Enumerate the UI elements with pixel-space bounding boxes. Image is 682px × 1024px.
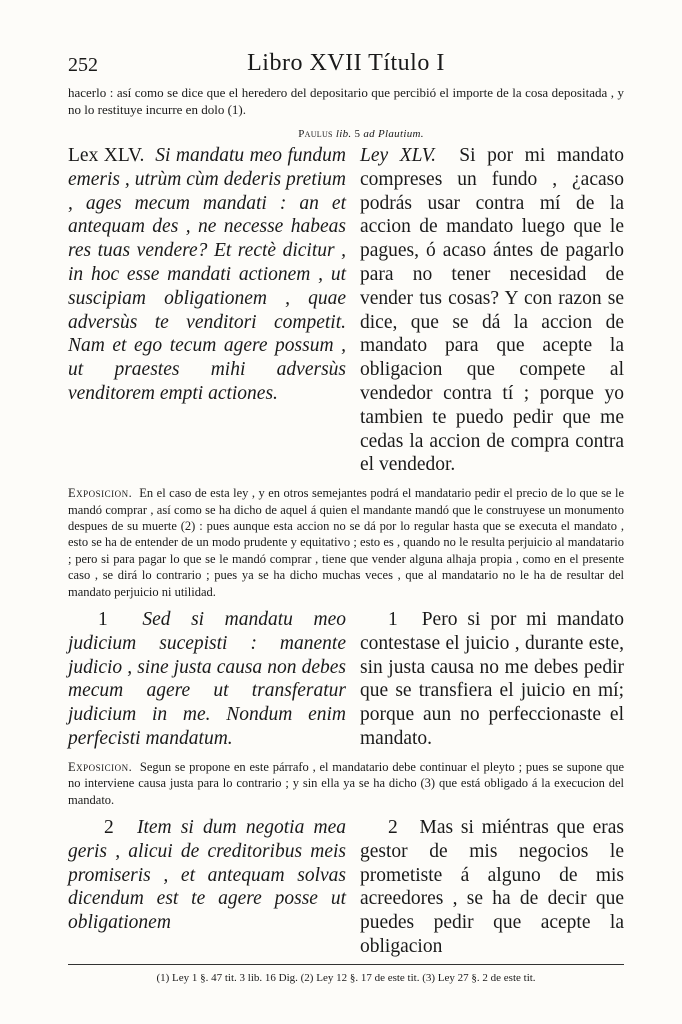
exposition-2-text: Segun se propone en este párrafo , el mandatario debe continuar el pleyto ; pues se supone que no interviene causa justa para lo contrario ; y sin ella ya se ha dicho (3) que está obligado á la execucion del mandato. xyxy=(68,759,625,807)
exposition-2 xyxy=(68,759,624,808)
section-2-number-es: 2 xyxy=(388,817,398,838)
source-num: 5 xyxy=(354,128,361,140)
lex45-latin xyxy=(68,144,346,477)
lex45-latin-text: Si mandatu meo fundum emeris , utrùm cùm dederis pretium , ages mecum mandati : an et antequam des , ne necesse habeas res tuas vendere? Et rectè dicitur , in hoc esse mandati actionem , ut suscipiam obligationem , quae adversùs te venditori competit. Nam et ego tecum agere possum , ut praestes mihi adversùs venditorem empti actiones. xyxy=(68,145,346,404)
section-1-number-es: 1 xyxy=(388,609,398,630)
section-2-latin xyxy=(68,816,346,959)
section-2-latin-text: Item si dum negotia mea geris , alicui de creditoribus meis promiseris , et antequam solvas dicendum est te agere posse ut obligationem xyxy=(68,817,347,934)
source-lib: lib. xyxy=(335,128,352,140)
exposition-1-text: En el caso de esta ley , y en otros semejantes podrá el mandatario pedir el precio de lo que se le mandó comprar , así como se ha dicho de aquel á quien el mandante mandó que le construyese un monumento despues de su muerte (2) : pues aunque esta accion no se dá por lo regular hasta que se executa el mandato , esto se ha de entender de un modo prudente y equitativo ; esto es , quando no le resulta perjuicio al mandatario ; pero si para pagar lo que se le mandó comprar , tiene que vender alguna alhaja propia , como en el presente caso , se dirá lo contrario ; pues ya se ha dicho muchas veces , que al mandatario no le ha de resultar del mandato perjuicio ni utilidad. xyxy=(68,486,625,599)
section-1-spanish xyxy=(360,608,624,751)
section-1-latin xyxy=(68,608,346,751)
section-2-spanish xyxy=(360,816,624,959)
section-2-spanish-text: Mas si miéntras que eras gestor de mis negocios le prometiste á alguno de mis acreedores , se ha de decir que puedes pedir que acepte la obligacion xyxy=(360,817,624,957)
lex45-spanish-label: Ley XLV. xyxy=(360,145,437,166)
footnote-divider xyxy=(68,964,624,965)
lex45-latin-label: Lex XLV. xyxy=(68,145,145,166)
exposition-1 xyxy=(68,485,624,600)
intro-paragraph: hacerlo : así como se dice que el heredero del depositario que percibió el importe de la cosa depositada , y no lo restituye incurre en dolo (1). xyxy=(68,85,624,117)
section-1-number: 1 xyxy=(98,609,108,630)
section-2-number: 2 xyxy=(104,817,114,838)
page-number: 252 xyxy=(68,54,98,76)
page-header xyxy=(68,48,624,84)
lex45-spanish-text: Si por mi mandato compreses un fundo , ¿acaso podrás usar contra mí de la accion de mandato luego que le pagues, ó acaso ántes de pagarlo para no tener necesidad de vender tus cosas? Y con razon se dice, que se dá la accion de mandato para que acepte la obligacion que compete al vendedor contra tí ; porque yo tambien te puedo pedir que me cedas la accion de compra contra el vendedor. xyxy=(360,145,625,476)
exposition-1-label: Exposicion. xyxy=(68,486,133,501)
lex45-spanish xyxy=(360,144,624,477)
lex45-columns xyxy=(68,144,624,477)
source-author: Paulus xyxy=(298,128,333,140)
section-1-latin-text: Sed si mandatu meo judicium sucepisti : manente judicio , sine justa causa non debes mecum agere ut transferatur judicium in me. Nondum enim perfecisti mandatum. xyxy=(68,609,347,749)
source-citation xyxy=(98,128,624,140)
page-body xyxy=(68,48,624,959)
section-1-columns xyxy=(68,608,624,751)
running-title: Libro XVII Título I xyxy=(247,50,445,76)
section-1-spanish-text: Pero si por mi mandato contestase el juicio , durante este, sin justa causa no me debes pedir que se transfiera el juicio en mí; porque aun no perfeccionaste el mandato. xyxy=(360,609,624,749)
section-2-columns xyxy=(68,816,624,959)
source-ad: ad Plautium. xyxy=(363,128,424,140)
exposition-2-label: Exposicion. xyxy=(68,759,133,774)
footnotes: (1) Ley 1 §. 47 tit. 3 lib. 16 Dig. (2) Ley 12 §. 17 de este tit. (3) Ley 27 §. 2 de este tit. xyxy=(156,972,536,984)
